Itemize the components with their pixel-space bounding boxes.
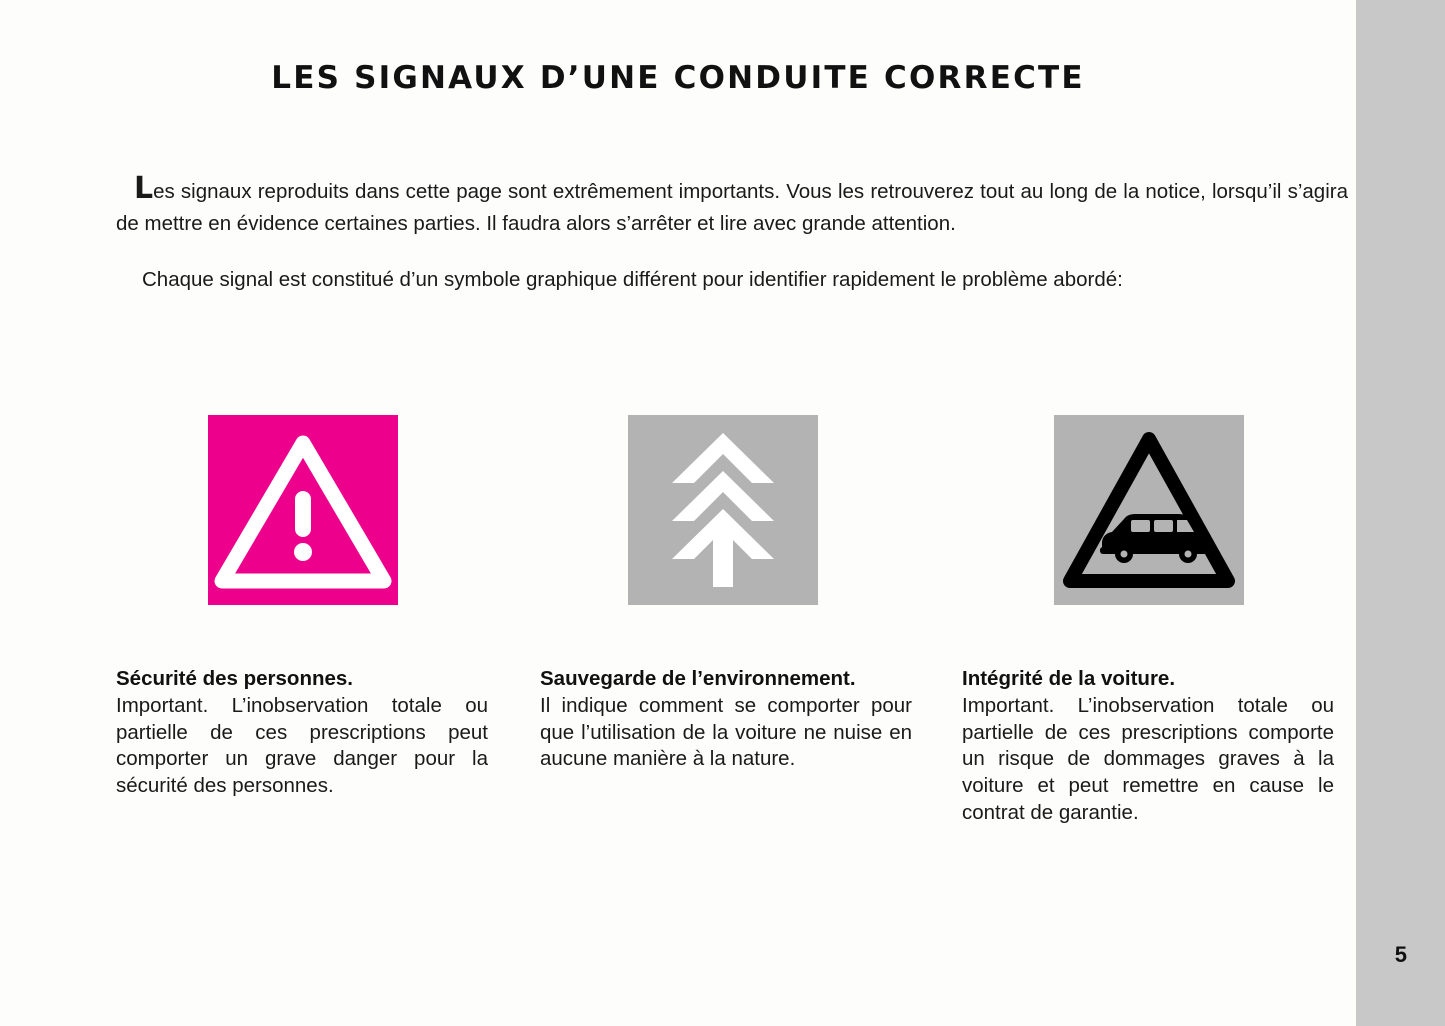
car-in-triangle-icon xyxy=(1054,415,1244,605)
signal-title: Sécurité des personnes. xyxy=(116,667,353,690)
signal-title: Sauvegarde de l’environnement. xyxy=(540,667,856,690)
intro-paragraph xyxy=(116,170,1348,241)
intro-paragraph-2: Chaque signal est constitué d’un symbole graphique différent pour identifier rapidement le problème abordé: xyxy=(142,267,1123,291)
signal-column-vehicle xyxy=(962,415,1334,826)
signal-title: Intégrité de la voiture. xyxy=(962,667,1176,690)
page-number: 5 xyxy=(1394,942,1407,967)
drop-cap: L xyxy=(134,170,154,206)
page-title: LES SIGNAUX D’UNE CONDUITE CORRECTE xyxy=(271,60,1085,96)
car-windows xyxy=(1131,520,1194,532)
right-margin-band xyxy=(1356,0,1445,1026)
intro-paragraph-text: es signaux reproduits dans cette page sont extrêmement importants. Vous les retrouverez tout au long de la notice, lorsqu’il s’agira de mettre en évidence certaines parties. Il faudra alors s’arrêter et lire avec grande attention. xyxy=(116,179,1348,235)
warning-triangle-icon xyxy=(208,415,398,605)
signal-column-safety xyxy=(116,415,488,800)
signal-body: Il indique comment se comporter pour que l’utilisation de la voiture ne nuise en aucune manière à la nature. xyxy=(540,694,912,771)
signal-body: Important. L’inobservation totale ou partielle de ces prescriptions comporte un risque de dommages graves à la voiture et peut remettre en cause le contrat de garantie. xyxy=(962,694,1334,824)
signal-column-environment xyxy=(540,415,912,773)
signals-row xyxy=(0,415,1356,875)
signal-body: Important. L’inobservation totale ou partielle de ces prescriptions peut comporter un grave danger pour la sécurité des personnes. xyxy=(116,694,488,797)
environment-tree-arrows-icon xyxy=(628,415,818,605)
